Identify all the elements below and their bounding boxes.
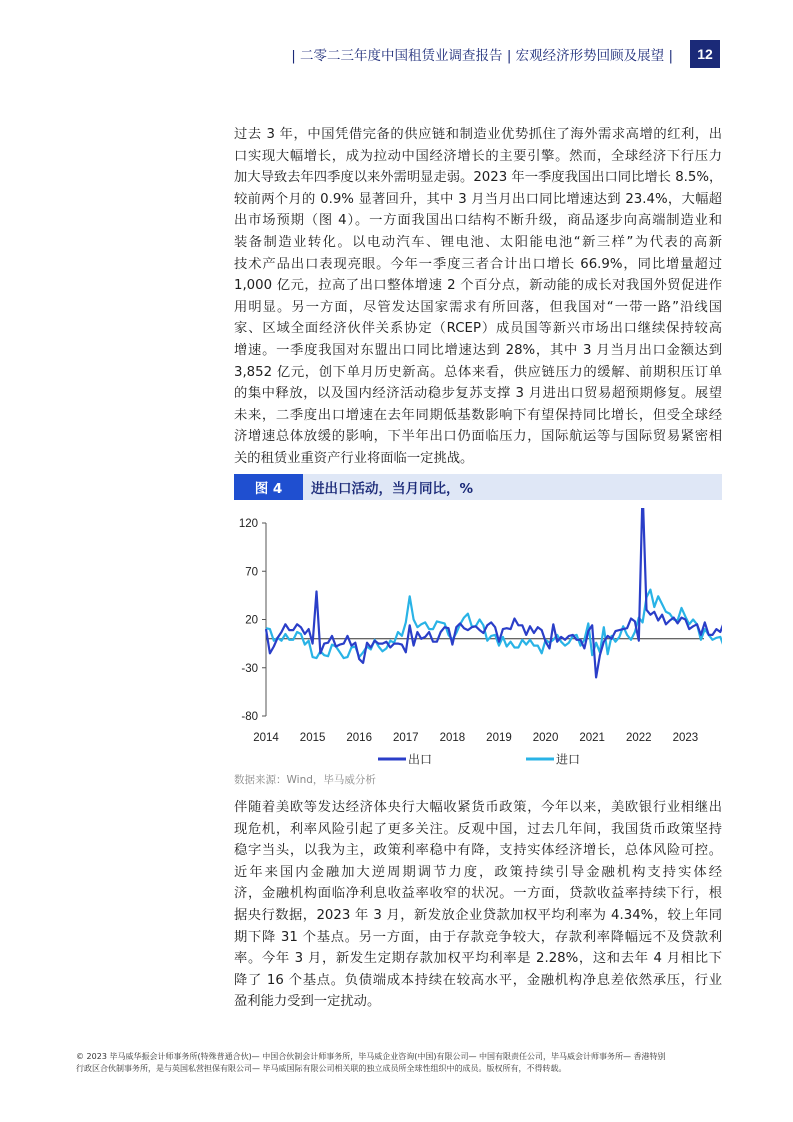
paragraph-line: 家、区域全面经济伙伴关系协定（RCEP）成员国等新兴市场出口继续保持较高 [234, 321, 722, 337]
legend-label: 出口 [408, 752, 433, 767]
figure-label: 图 4 [234, 474, 303, 500]
paragraph-line: 现危机，利率风险引起了更多关注。反观中国，过去几年间，我国货币政策坚持 [234, 821, 722, 837]
y-tick-label: 20 [245, 614, 258, 627]
report-section-title: | 二零二三年度中国租赁业调查报告 | 宏观经济形势回顾及展望 | [291, 48, 673, 64]
x-tick-label: 2018 [439, 732, 466, 744]
paragraph-line: 稳字当头，以我为主，政策利率稳中有降，支持实体经济增长，总体风险可控。 [234, 843, 722, 859]
paragraph-line: 降了 16 个基点。负债端成本持续在较高水平，金融机构净息差依然承压，行业 [234, 972, 722, 988]
figure-caption-band [234, 474, 722, 500]
paragraph-line: 伴随着美欧等发达经济体央行大幅收紧货币政策，今年以来，美欧银行业相继出 [234, 800, 722, 815]
footer-line: © 2023 毕马威华振会计师事务所(特殊普通合伙)— 中国合伙制会计师事务所，毕马威企业咨询(中国)有限公司— 中国有限责任公司，毕马威会计师事务所— 香港特别 [76, 1052, 666, 1061]
figure-source: 数据来源：Wind，毕马威分析 [234, 774, 376, 786]
paragraph-line: 增速。一季度我国对东盟出口同比增速达到 28%，其中 3 月当月出口金额达到 [234, 342, 722, 358]
y-tick-label: 120 [238, 518, 258, 530]
paragraph-line: 用明显。另一方面，尽管发达国家需求有所回落，但我国对“一带一路”沿线国 [234, 299, 722, 315]
paragraph-line: 率。今年 3 月，新发生定期存款加权平均利率是 2.28%，这和去年 4 月相比下 [234, 951, 722, 967]
paragraph-line: 关的租赁业重资产行业将面临一定挑战。 [234, 450, 474, 466]
page-number: 12 [690, 40, 720, 68]
x-tick-label: 2019 [486, 732, 512, 744]
paragraph-line: 装备制造业转化。以电动汽车、锂电池、太阳能电池“新三样”为代表的高新 [234, 234, 722, 250]
paragraph-line: 盈利能力受到一定扰动。 [234, 994, 381, 1010]
paragraph-line: 济，金融机构面临净利息收益率收窄的状况。一方面，贷款收益率持续下行，根 [234, 886, 722, 902]
paragraph-line: 近年来国内金融加大逆周期调节力度，政策持续引导金融机构支持实体经 [234, 864, 722, 880]
paragraph-line: 期下降 31 个基点。另一方面，由于存款竞争较大，存款利率降幅远不及贷款利 [234, 929, 722, 945]
x-tick-label: 2017 [392, 732, 419, 744]
paragraph-line: 加大导致去年四季度以来外需明显走弱。2023 年一季度我国出口同比增长 8.5%， [234, 170, 723, 186]
x-tick-label: 2021 [579, 732, 605, 744]
x-tick-label: 2022 [625, 732, 652, 744]
series-line-exports [266, 508, 722, 677]
figure-title: 进出口活动，当月同比，% [303, 474, 722, 500]
footer-line: 行政区合伙制事务所，是与英国私营担保有限公司— 毕马威国际有限公司相关联的独立成员所全球性组织中的成员。版权所有，不得转载。 [76, 1064, 567, 1073]
y-tick-label: -30 [241, 662, 258, 675]
page-header [0, 40, 793, 70]
trade-activity-line-chart [230, 508, 722, 770]
paragraph-line: 口实现大幅增长，成为拉动中国经济增长的主要引擎。然而，全球经济下行压力 [234, 148, 722, 164]
paragraph-line: 出市场预期（图 4）。一方面我国出口结构不断升级，商品逐步向高端制造业和 [234, 213, 722, 229]
paragraph-line: 济增速总体放缓的影响，下半年出口仍面临压力，国际航运等与国际贸易紧密相 [234, 429, 722, 445]
paragraph-line: 据央行数据，2023 年 3 月，新发放企业贷款加权平均利率为 4.34%，较上年同 [234, 907, 722, 923]
paragraph-line: 技术产品出口表现亮眼。今年一季度三者合计出口增长 66.9%，同比增量超过 [234, 256, 722, 272]
legend-label: 进口 [556, 752, 581, 767]
paragraph-line: 较前两个月的 0.9% 显著回升，其中 3 月当月出口同比增速达到 23.4%，大幅超 [234, 191, 722, 207]
x-tick-label: 2016 [346, 732, 372, 744]
paragraph-line: 未来，二季度出口增速在去年同期低基数影响下有望保持同比增长，但受全球经 [234, 407, 722, 423]
y-tick-label: -80 [241, 711, 258, 723]
x-tick-label: 2015 [299, 732, 326, 744]
x-tick-label: 2020 [532, 732, 559, 744]
x-tick-label: 2014 [253, 732, 279, 744]
paragraph-line: 1,000 亿元，拉高了出口整体增速 2 个百分点，新动能的成长对我国外贸促进作 [234, 278, 722, 294]
body-paragraph-monetary [234, 797, 722, 1013]
paragraph-line: 3,852 亿元，创下单月历史新高。总体来看，供应链压力的缓解、前期积压订单 [234, 364, 722, 380]
y-tick-label: 70 [245, 566, 258, 579]
body-paragraph-exports [234, 124, 722, 470]
paragraph-line: 过去 3 年，中国凭借完备的供应链和制造业优势抓住了海外需求高增的红利，出 [234, 127, 722, 142]
copyright-footer [76, 1051, 716, 1075]
paragraph-line: 的集中释放，以及国内经济活动稳步复苏支撑 3 月进出口贸易超预期修复。展望 [234, 386, 722, 402]
x-tick-label: 2023 [672, 732, 699, 744]
